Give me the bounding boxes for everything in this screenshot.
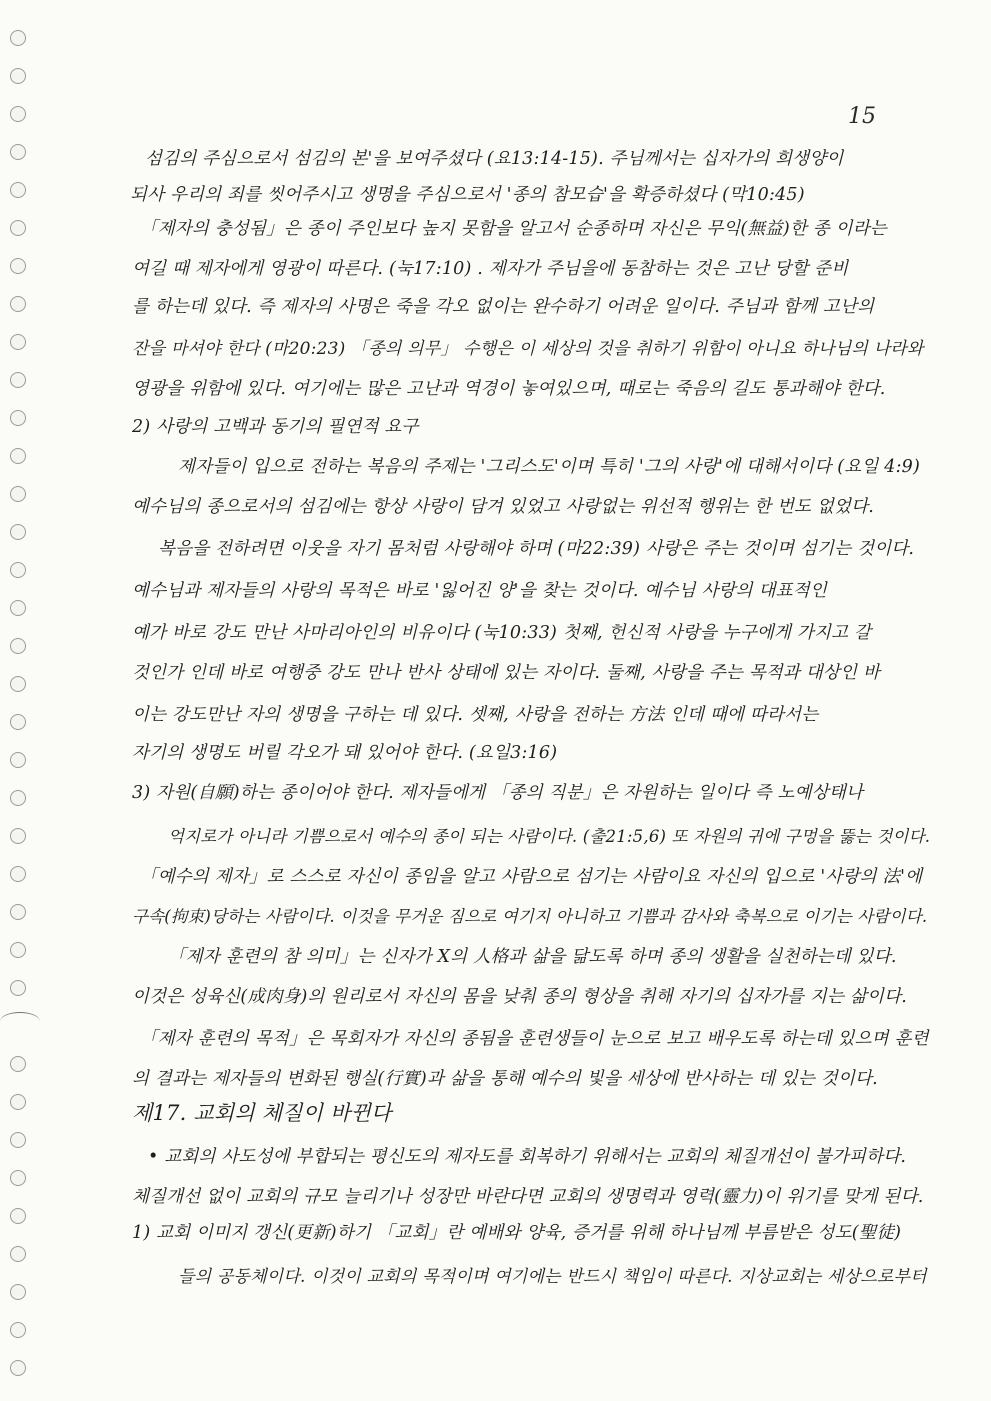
text-line: 「제자 훈련의 목적」은 목회자가 자신의 종됨을 훈련생들이 눈으로 보고 배우도록 하는데 있으며 훈련	[140, 1029, 929, 1049]
binder-hole	[10, 258, 26, 274]
text-line: • 교회의 사도성에 부합되는 평신도의 제자도를 회복하기 위해서는 교회의 체질개선이 불가피하다.	[148, 1147, 907, 1167]
binder-hole	[10, 296, 26, 312]
binder-hole	[10, 1360, 26, 1376]
text-line: 예수님의 종으로서의 섬김에는 항상 사랑이 담겨 있었고 사랑없는 위선적 행위는 한 번도 없었다.	[132, 497, 875, 517]
binder-holes	[0, 0, 34, 1401]
binder-hole	[10, 448, 26, 464]
binder-hole	[10, 486, 26, 502]
section-heading: 2) 사랑의 고백과 동기의 필연적 요구	[132, 417, 419, 437]
text-line: 들의 공동체이다. 이것이 교회의 목적이며 여기에는 반드시 책임이 따른다. 지상교회는 세상으로부터	[178, 1267, 927, 1287]
binder-hole	[10, 334, 26, 350]
binder-hole	[10, 904, 26, 920]
text-line: 구속(拘束)당하는 사람이다. 이것을 무거운 짐으로 여기지 아니하고 기쁨과 감사와 축복으로 이기는 사람이다.	[132, 907, 928, 926]
page-number: 15	[848, 104, 876, 129]
binder-hole	[10, 1284, 26, 1300]
text-line: 억지로가 아니라 기쁨으로서 예수의 종이 되는 사람이다. (출21:5,6) 또 자원의 귀에 구멍을 뚫는 것이다.	[168, 827, 931, 846]
binder-hole	[10, 372, 26, 388]
binder-hole	[10, 30, 26, 46]
text-line: 의 결과는 제자들의 변화된 행실(行實)과 삶을 통해 예수의 빛을 세상에 반사하는 데 있는 것이다.	[132, 1069, 878, 1089]
binder-hole	[10, 1170, 26, 1186]
text-line: 「제자 훈련의 참 의미」는 신자가 X의 人格과 삶을 닮도록 하며 종의 생활을 실천하는데 있다.	[168, 947, 897, 967]
text-line: 를 하는데 있다. 즉 제자의 사명은 죽을 각오 없이는 완수하기 어려운 일이다. 주님과 함께 고난의	[132, 297, 875, 317]
text-line: 예수님과 제자들의 사랑의 목적은 바로 '잃어진 양'을 찾는 것이다. 예수님 사랑의 대표적인	[132, 581, 827, 601]
margin-scribble	[0, 1012, 40, 1031]
text-line: 복음을 전하려면 이웃을 자기 몸처럼 사랑해야 하며 (마22:39) 사랑은 주는 것이며 섬기는 것이다.	[158, 539, 915, 559]
text-line: 제자들이 입으로 전하는 복음의 주제는 '그리스도'이며 특히 '그의 사랑'에 대해서이다 (요일 4:9)	[178, 457, 921, 477]
binder-hole	[10, 562, 26, 578]
binder-hole	[10, 828, 26, 844]
binder-hole	[10, 942, 26, 958]
section-heading: 3) 자원(自願)하는 종이어야 한다. 제자들에게 「종의 직분」은 자원하는 일이다 즉 노예상태나	[132, 783, 864, 803]
text-line: 이는 강도만난 자의 생명을 구하는 데 있다. 셋째, 사랑을 전하는 方法 인데 때에 따라서는	[132, 705, 819, 725]
binder-hole	[10, 182, 26, 198]
binder-hole	[10, 638, 26, 654]
binder-hole	[10, 1322, 26, 1338]
binder-hole	[10, 790, 26, 806]
text-line: 섬김의 주심으로서 섬김의 본'을 보여주셨다 (요13:14-15). 주님께서는 십자가의 희생양이	[145, 149, 844, 169]
section-heading: 1) 교회 이미지 갱신(更新)하기 「교회」란 예배와 양육, 증거를 위해 하나님께 부름받은 성도(聖徒)	[132, 1223, 902, 1243]
binder-hole	[10, 676, 26, 692]
binder-hole	[10, 220, 26, 236]
text-line: 자기의 생명도 버릴 각오가 돼 있어야 한다. (요일3:16)	[132, 743, 558, 763]
text-line: 체질개선 없이 교회의 규모 늘리기나 성장만 바란다면 교회의 생명력과 영력(靈力)이 위기를 맞게 된다.	[132, 1187, 924, 1207]
binder-hole	[10, 524, 26, 540]
binder-hole	[10, 600, 26, 616]
binder-hole	[10, 714, 26, 730]
binder-hole	[10, 752, 26, 768]
binder-hole	[10, 106, 26, 122]
binder-hole	[10, 1208, 26, 1224]
binder-hole	[10, 1246, 26, 1262]
text-line: 예가 바로 강도 만난 사마리아인의 비유이다 (눅10:33) 첫째, 헌신적 사랑을 누구에게 가지고 갈	[132, 623, 872, 643]
text-line: 「예수의 제자」로 스스로 자신이 종임을 알고 사람으로 섬기는 사람이요 자신의 입으로 '사랑의 法'에	[140, 867, 923, 887]
binder-hole	[10, 144, 26, 160]
binder-hole	[10, 866, 26, 882]
binder-hole	[10, 68, 26, 84]
binder-hole	[10, 980, 26, 996]
text-line: 여길 때 제자에게 영광이 따른다. (눅17:10) . 제자가 주님을에 동참하는 것은 고난 당할 준비	[132, 259, 849, 279]
text-line: 이것은 성육신(成肉身)의 원리로서 자신의 몸을 낮춰 종의 형상을 취해 자기의 십자가를 지는 삶이다.	[132, 987, 907, 1007]
binder-hole	[10, 410, 26, 426]
binder-hole	[10, 1132, 26, 1148]
chapter-heading: 제17. 교회의 체질이 바뀐다	[132, 1101, 392, 1125]
binder-hole	[10, 1094, 26, 1110]
text-line: 「제자의 충성됨」은 종이 주인보다 높지 못함을 알고서 순종하며 자신은 무익(無益)한 종 이라는	[140, 219, 887, 239]
text-line: 되사 우리의 죄를 씻어주시고 생명을 주심으로서 '종의 참모습'을 확증하셨다 (막10:45)	[130, 185, 805, 205]
text-line: 영광을 위함에 있다. 여기에는 많은 고난과 역경이 놓여있으며, 때로는 죽음의 길도 통과해야 한다.	[132, 379, 886, 399]
text-line: 잔을 마셔야 한다 (마20:23) 「종의 의무」 수행은 이 세상의 것을 취하기 위함이 아니요 하나님의 나라와	[132, 339, 924, 359]
text-line: 것인가 인데 바로 여행중 강도 만나 반사 상태에 있는 자이다. 둘째, 사랑을 주는 목적과 대상인 바	[132, 663, 880, 683]
binder-hole	[10, 1056, 26, 1072]
